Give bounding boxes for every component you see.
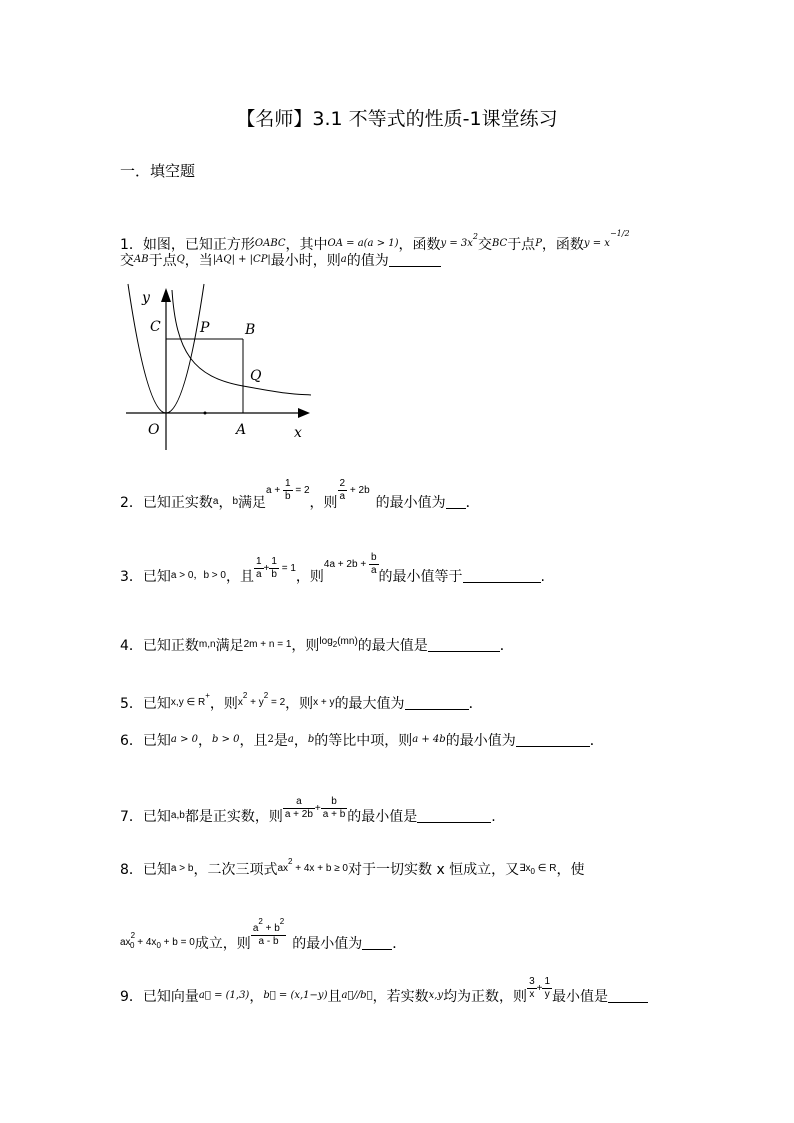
math: x + y (313, 697, 335, 708)
math: a (340, 254, 347, 265)
question-2 (120, 478, 480, 513)
superscript: 2 (258, 917, 263, 926)
answer-blank (463, 568, 541, 583)
answer-blank (417, 808, 491, 823)
answer-blank (608, 988, 648, 1003)
math: b (307, 734, 315, 745)
math-part: a (252, 923, 259, 934)
fraction (527, 976, 537, 1001)
math (319, 636, 357, 647)
subscript: 2 (332, 640, 338, 649)
text: ，则 (309, 495, 338, 512)
answer-blank (362, 935, 392, 950)
superscript: + (205, 691, 210, 700)
math-part: + b (262, 923, 280, 934)
math-part: + 4x + b ≥ 0 (292, 863, 348, 874)
answer-blank (389, 252, 441, 267)
text: 的最大值为 (334, 696, 405, 712)
text: ，二次三项式 (193, 862, 278, 878)
text: 已知 (142, 696, 171, 712)
page-title: 【名师】3.1 不等式的性质-1课堂练习 (236, 108, 558, 130)
question-9 (120, 976, 648, 1007)
question-number: 9． (120, 989, 143, 1006)
math: a,b (170, 810, 185, 822)
question-1-line-2 (120, 250, 441, 271)
text: 已知 (142, 862, 171, 878)
math-part: (mn) (337, 636, 358, 647)
numerator: 1 (255, 556, 262, 567)
text: 是 (273, 733, 288, 749)
math-part: + (536, 983, 543, 995)
math-part: a + (266, 485, 284, 497)
math-expression (266, 478, 310, 503)
text: 且 (327, 989, 342, 1006)
math-part: x (237, 697, 243, 708)
answer-blank (446, 494, 466, 509)
text: 于点 (507, 237, 536, 253)
text: ，使 (556, 862, 585, 878)
math (120, 931, 195, 950)
text: 的值为 (346, 253, 389, 269)
text: 均为正数，则 (443, 989, 528, 1006)
question-3 (120, 552, 545, 587)
function-graph-figure (118, 282, 318, 452)
text: ，则 (295, 569, 324, 586)
label-p: P (200, 320, 210, 336)
text: ， (197, 733, 212, 749)
question-number: 2． (120, 495, 143, 512)
fraction (369, 552, 379, 577)
math-expression (254, 556, 296, 581)
math-part: = 1 (278, 563, 296, 575)
fraction (254, 556, 264, 581)
math-expression (324, 552, 379, 577)
math-expression (283, 796, 347, 821)
math-part: + b = 0 (160, 937, 195, 948)
question-8-line-2 (120, 916, 406, 956)
denominator: b (271, 569, 277, 580)
text: 如图，已知正方形 (142, 237, 255, 253)
math: P (535, 238, 542, 249)
superscript: 2 (263, 691, 269, 700)
denominator: x (529, 989, 535, 1000)
math-part: y = x (583, 238, 610, 249)
math: 2m + n = 1 (243, 639, 292, 650)
math: 2 (267, 734, 274, 745)
text: ． (589, 733, 604, 749)
question-7 (120, 796, 496, 827)
math-part: + (263, 563, 270, 575)
denominator: a (339, 491, 346, 502)
superscript: 2 (279, 917, 285, 926)
y-axis-arrow (161, 288, 171, 302)
question-number: 4． (120, 638, 143, 654)
math-part: log (319, 636, 333, 647)
text: 最小值是 (552, 989, 609, 1006)
text: ． (468, 696, 483, 712)
math (519, 863, 556, 874)
math: a (212, 496, 219, 508)
superscript: 2 (130, 931, 136, 940)
text: ，函数 (398, 237, 441, 253)
denominator: a (255, 569, 262, 580)
math: OABC (254, 238, 286, 249)
text: 交 (120, 253, 134, 269)
question-number: 5． (120, 696, 143, 712)
denominator: a - b (258, 936, 279, 947)
numerator: 1 (285, 478, 291, 489)
math-part: ∈ R (534, 863, 557, 874)
numerator: b (370, 552, 377, 563)
math-part: 4a + 2b + (323, 559, 369, 571)
fraction (542, 976, 552, 1001)
superscript: 2 (472, 232, 478, 241)
numerator: 2 (339, 478, 346, 489)
math: m,n (198, 639, 216, 650)
numerator: b (321, 796, 348, 809)
question-4 (120, 632, 514, 656)
numerator: a (283, 796, 315, 809)
math: b (232, 496, 239, 508)
text: ，则 (209, 696, 238, 712)
text: 于点 (148, 253, 177, 269)
math: a + 4b (412, 734, 446, 745)
text: ，若实数 (372, 989, 429, 1006)
text: 已知向量 (142, 989, 199, 1006)
math: a⃗ = (1,3) (198, 990, 250, 1002)
text: . (540, 569, 545, 586)
power-function-curve (172, 290, 311, 395)
subscript: 0 (130, 941, 135, 950)
math-part: = 2 (268, 697, 286, 708)
math-part: + y (247, 697, 264, 708)
math-part: ax (120, 937, 131, 948)
fraction (338, 478, 348, 503)
text: ，且 (239, 733, 268, 749)
numerator (251, 916, 286, 936)
answer-blank (405, 695, 469, 710)
text: ， (249, 989, 264, 1006)
fraction (269, 556, 279, 581)
question-8-line-1 (120, 852, 584, 882)
math-expression (251, 916, 286, 948)
label-a: A (236, 422, 247, 438)
text: ， (218, 495, 233, 512)
denominator: y (544, 989, 550, 1000)
math (440, 232, 478, 249)
subscript: 0 (530, 867, 535, 876)
math-part: y = 3x (440, 238, 473, 249)
math-part: + 4x (134, 937, 157, 948)
label-q: Q (250, 368, 262, 384)
math-part: ∃x (519, 863, 531, 874)
superscript: 2 (288, 857, 293, 866)
math-part: ax (277, 863, 289, 874)
text: 的等比中项，则 (314, 733, 413, 749)
text: ， (293, 733, 308, 749)
question-5 (120, 686, 483, 714)
text: 的最小值为 (292, 936, 363, 952)
question-number: 7． (120, 809, 143, 826)
math: x,y (428, 990, 444, 1002)
text: 的最大值是 (357, 638, 428, 654)
question-6 (120, 730, 604, 751)
denominator: b (285, 491, 291, 502)
math-part: x,y ∈ R (170, 697, 206, 708)
math-part: + 2b (347, 485, 370, 497)
math: AB (134, 254, 149, 265)
math-expression (338, 478, 370, 503)
text: ，其中 (285, 237, 328, 253)
question-number: 8． (120, 862, 143, 878)
text: ，函数 (541, 237, 584, 253)
text: ． (499, 638, 514, 654)
text: 已知 (142, 733, 171, 749)
text: ，则 (291, 638, 320, 654)
text: 满足 (238, 495, 267, 512)
fraction (251, 916, 286, 948)
subscript: 0 (156, 941, 161, 950)
answer-blank (516, 732, 590, 747)
math-part: + (314, 803, 321, 815)
numerator: 1 (271, 556, 277, 567)
question-number: 1． (120, 237, 143, 253)
math: a > 0 (170, 734, 198, 745)
math: BC (492, 238, 508, 249)
math: b⃗ = (x,1−y) (263, 990, 328, 1002)
answer-blank (428, 637, 500, 652)
text: 满足 (215, 638, 244, 654)
numerator: 3 (529, 976, 535, 987)
label-x: x (294, 425, 302, 441)
fraction (283, 796, 315, 821)
math-expression (527, 976, 552, 1001)
fraction (283, 478, 293, 503)
text: ． (392, 936, 407, 952)
superscript: −1/2 (609, 229, 630, 238)
fraction (321, 796, 348, 821)
section-heading: 一．填空题 (120, 162, 196, 180)
text: 最小时，则 (270, 253, 341, 269)
superscript: 2 (242, 691, 248, 700)
text: . (491, 809, 496, 826)
tick-mark (204, 412, 207, 415)
math: b > 0 (211, 734, 240, 745)
question-number: 6． (120, 733, 143, 749)
text: 交 (478, 237, 492, 253)
text: ，则 (285, 696, 314, 712)
text: 成立，则 (194, 936, 251, 952)
text: ，且 (225, 569, 254, 586)
label-c: C (150, 319, 161, 335)
math (237, 691, 286, 708)
math: a⃗//b⃗ (341, 990, 373, 1002)
math (277, 857, 348, 874)
math (170, 691, 210, 708)
math: a (287, 734, 294, 745)
math (583, 229, 630, 249)
label-o: O (148, 422, 160, 438)
label-y: y (142, 290, 150, 306)
text: ． (465, 495, 480, 512)
text: 的最小值是 (347, 809, 418, 826)
text: 的最小值等于 (378, 569, 463, 586)
denominator: a + b (322, 809, 346, 820)
denominator: a (370, 565, 377, 576)
text: 对于一切实数 x 恒成立，又 (348, 862, 520, 878)
math: |AQ| + |CP| (212, 254, 271, 265)
text: ，当 (184, 253, 213, 269)
math-part: = 2 (292, 485, 310, 497)
text: 已知 (142, 569, 171, 586)
math: Q (176, 254, 185, 265)
math: a > 0，b > 0 (170, 570, 226, 582)
text: 的最小值为 (375, 495, 446, 512)
math: a > b (170, 863, 194, 874)
numerator: 1 (544, 976, 551, 987)
math: OA = a(a > 1) (327, 238, 399, 249)
text: 已知正数 (142, 638, 199, 654)
text: 已知正实数 (142, 495, 213, 512)
label-b: B (245, 322, 256, 338)
text: 都是正实数，则 (184, 809, 283, 826)
text: 已知 (142, 809, 171, 826)
text: 的最小值为 (445, 733, 516, 749)
denominator: a + 2b (284, 809, 313, 820)
question-number: 3． (120, 569, 143, 586)
x-axis-arrow (298, 408, 310, 418)
